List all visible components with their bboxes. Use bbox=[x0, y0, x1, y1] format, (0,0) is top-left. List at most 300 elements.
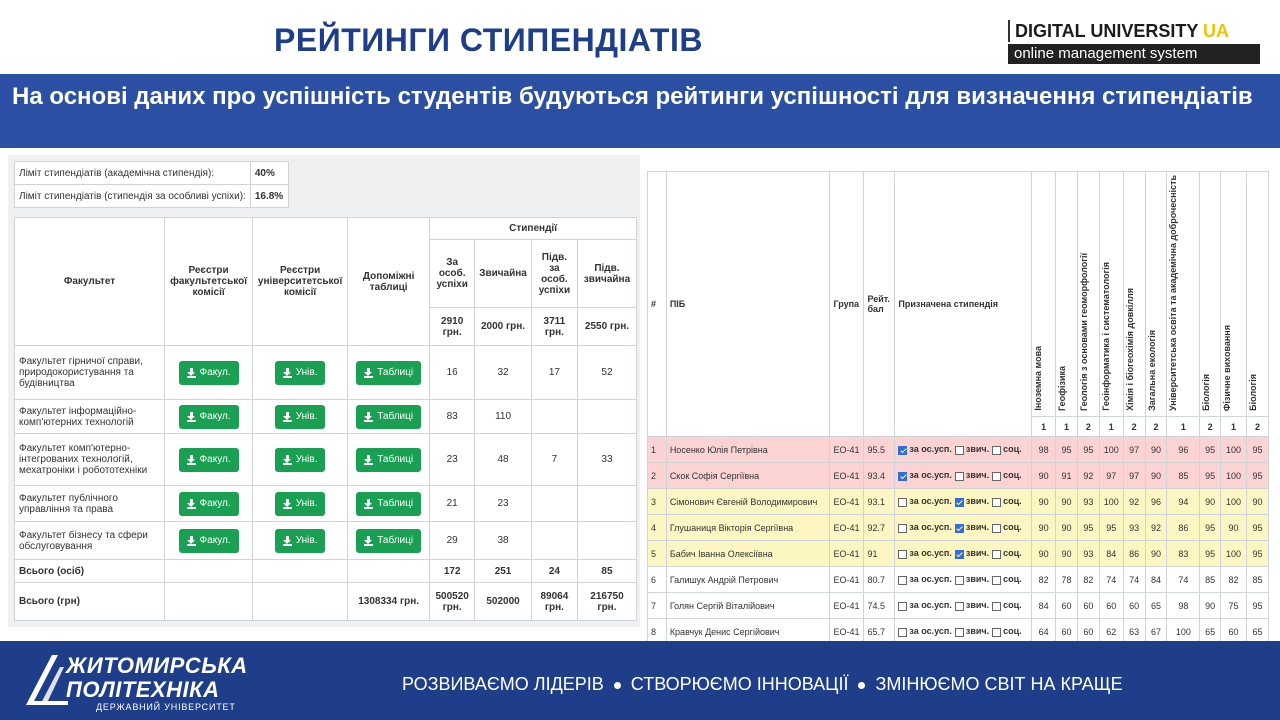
grade-cell: 97 bbox=[1099, 463, 1123, 489]
special-checkbox[interactable] bbox=[898, 576, 907, 585]
regular-checkbox[interactable] bbox=[955, 498, 964, 507]
checkbox-label: за ос.усп. bbox=[909, 496, 952, 507]
checkbox-label: за ос.усп. bbox=[909, 444, 952, 455]
total-label: Всього (осіб) bbox=[15, 560, 165, 583]
grade-cell: 95 bbox=[1200, 515, 1221, 541]
stipend-count-raised-regular: 52 bbox=[577, 346, 636, 400]
col-subject: Фізичне виховання bbox=[1221, 172, 1247, 417]
student-group: ЕО-41 bbox=[830, 567, 864, 593]
grade-cell: 60 bbox=[1056, 593, 1078, 619]
grade-cell: 85 bbox=[1167, 463, 1200, 489]
subtitle-band: На основі даних про успішність студентів будуються рейтинги успішності для визначення стипендіатів bbox=[0, 74, 1280, 148]
button-label: Унів. bbox=[295, 534, 318, 546]
fac-registers-download-button[interactable] bbox=[179, 405, 239, 429]
regular-checkbox[interactable] bbox=[955, 628, 964, 637]
special-checkbox[interactable] bbox=[898, 628, 907, 637]
col-pib: ПІБ bbox=[666, 172, 830, 437]
total-uah-label: Всього (грн) bbox=[15, 583, 165, 621]
download-icon bbox=[187, 536, 196, 546]
col-subject: Іноземна мова bbox=[1032, 172, 1056, 417]
stipend-count-special: 23 bbox=[430, 434, 475, 486]
button-label: Унів. bbox=[295, 453, 318, 465]
grade-cell: 94 bbox=[1167, 489, 1200, 515]
grade-cell: 86 bbox=[1167, 515, 1200, 541]
grade-cell: 100 bbox=[1221, 541, 1247, 567]
total-raised-special: 24 bbox=[531, 560, 577, 583]
grade-cell: 95 bbox=[1246, 541, 1268, 567]
fac-registers-download-button[interactable] bbox=[179, 448, 239, 472]
rating-score: 93.4 bbox=[864, 463, 895, 489]
grade-cell: 63 bbox=[1123, 619, 1145, 645]
checkbox-label: соц. bbox=[1003, 522, 1022, 533]
social-checkbox[interactable] bbox=[992, 628, 1001, 637]
grade-cell: 90 bbox=[1032, 515, 1056, 541]
grade-cell: 84 bbox=[1099, 541, 1123, 567]
amount-special: 2910 грн. bbox=[430, 308, 475, 346]
footer bbox=[0, 641, 1280, 720]
button-label: Факул. bbox=[199, 497, 231, 509]
faculty-row bbox=[15, 522, 637, 560]
stipend-choice bbox=[895, 515, 1032, 541]
rating-num: 4 bbox=[648, 515, 667, 541]
rating-score: 92.7 bbox=[864, 515, 895, 541]
bullet-icon bbox=[858, 682, 865, 689]
student-name: Бабич Іванна Олексіївна bbox=[666, 541, 830, 567]
univ-registers-download-button[interactable] bbox=[275, 405, 326, 429]
student-name: Скок Софія Сергіївна bbox=[666, 463, 830, 489]
grade-cell: 100 bbox=[1221, 463, 1247, 489]
social-checkbox[interactable] bbox=[992, 446, 1001, 455]
grade-cell: 90 bbox=[1032, 463, 1056, 489]
grade-cell: 98 bbox=[1032, 437, 1056, 463]
fac-registers-download-button[interactable] bbox=[179, 492, 239, 516]
limit-row bbox=[15, 185, 289, 208]
download-icon bbox=[364, 368, 373, 378]
checkbox-label: звич. bbox=[965, 548, 990, 559]
stipend-count-raised-special: 17 bbox=[531, 346, 577, 400]
grade-cell: 60 bbox=[1056, 619, 1078, 645]
stipend-count-special: 21 bbox=[430, 486, 475, 522]
grade-cell: 90 bbox=[1056, 489, 1078, 515]
grade-cell: 62 bbox=[1099, 619, 1123, 645]
logo-line-2: ПОЛІТЕХНІКА bbox=[66, 677, 220, 702]
rating-score: 80.7 bbox=[864, 567, 895, 593]
grade-cell: 82 bbox=[1077, 567, 1099, 593]
col-special: За особ. успіхи bbox=[430, 240, 475, 308]
download-icon bbox=[187, 455, 196, 465]
grade-cell: 90 bbox=[1200, 593, 1221, 619]
total-uah-special: 500520 грн. bbox=[430, 583, 475, 621]
stipend-choice bbox=[895, 489, 1032, 515]
grade-cell: 75 bbox=[1221, 593, 1247, 619]
rating-row bbox=[648, 463, 1269, 489]
grade-cell: 93 bbox=[1123, 515, 1145, 541]
stipend-choice bbox=[895, 463, 1032, 489]
special-checkbox[interactable] bbox=[898, 472, 907, 481]
special-checkbox[interactable] bbox=[898, 524, 907, 533]
grade-cell: 97 bbox=[1123, 463, 1145, 489]
grade-cell: 97 bbox=[1123, 437, 1145, 463]
download-icon bbox=[283, 536, 292, 546]
col-subject: Хімія і біогеохімія довкілля bbox=[1123, 172, 1145, 417]
grade-cell: 90 bbox=[1221, 515, 1247, 541]
download-icon bbox=[364, 499, 373, 509]
col-subject: Університетська освіта та академічна доброчесність bbox=[1167, 172, 1200, 417]
grade-cell: 65 bbox=[1246, 619, 1268, 645]
limit-label: Ліміт стипендіатів (стипендія за особливі успіхи): bbox=[15, 185, 251, 208]
col-faculty: Факультет bbox=[15, 218, 165, 346]
col-group: Група bbox=[830, 172, 864, 437]
regular-checkbox[interactable] bbox=[955, 472, 964, 481]
checkbox-label: звич. bbox=[965, 496, 990, 507]
checkbox-label: звич. bbox=[965, 444, 990, 455]
stipend-count-regular: 110 bbox=[475, 400, 532, 434]
download-icon bbox=[187, 412, 196, 422]
download-icon bbox=[283, 499, 292, 509]
checkbox-label: соц. bbox=[1003, 444, 1022, 455]
total-uah-aux: 1308334 грн. bbox=[348, 583, 430, 621]
stipend-count-regular: 48 bbox=[475, 434, 532, 486]
stipend-count-raised-regular bbox=[577, 486, 636, 522]
total-uah-row bbox=[15, 583, 637, 621]
rating-num: 2 bbox=[648, 463, 667, 489]
grade-cell: 83 bbox=[1167, 541, 1200, 567]
download-icon bbox=[283, 368, 292, 378]
stipend-count-special: 16 bbox=[430, 346, 475, 400]
grade-cell: 95 bbox=[1099, 515, 1123, 541]
button-label: Таблиці bbox=[377, 410, 414, 422]
student-name: Голян Сергій Віталійович bbox=[666, 593, 830, 619]
social-checkbox[interactable] bbox=[992, 472, 1001, 481]
student-name: Сімонович Євгеній Володимирович bbox=[666, 489, 830, 515]
button-label: Таблиці bbox=[377, 453, 414, 465]
grade-cell: 60 bbox=[1123, 593, 1145, 619]
download-icon bbox=[283, 412, 292, 422]
download-icon bbox=[364, 536, 373, 546]
checkbox-label: звич. bbox=[965, 470, 990, 481]
subject-credit: 1 bbox=[1167, 417, 1200, 437]
grade-cell: 95 bbox=[1200, 437, 1221, 463]
rating-num: 1 bbox=[648, 437, 667, 463]
button-label: Унів. bbox=[295, 410, 318, 422]
faculty-stipend-panel bbox=[8, 155, 640, 627]
subject-credit: 1 bbox=[1056, 417, 1078, 437]
download-icon bbox=[187, 499, 196, 509]
total-raised-regular: 85 bbox=[577, 560, 636, 583]
student-group: ЕО-41 bbox=[830, 515, 864, 541]
grade-cell: 65 bbox=[1200, 619, 1221, 645]
grade-cell: 93 bbox=[1077, 489, 1099, 515]
col-subject: Геофізика bbox=[1056, 172, 1078, 417]
rating-num: 3 bbox=[648, 489, 667, 515]
special-checkbox[interactable] bbox=[898, 446, 907, 455]
grade-cell: 91 bbox=[1056, 463, 1078, 489]
col-subject: Загальна екологія bbox=[1145, 172, 1167, 417]
rating-row bbox=[648, 489, 1269, 515]
regular-checkbox[interactable] bbox=[955, 576, 964, 585]
faculty-name: Факультет комп'ютерно-інтегрованих технологій, мехатроніки і робототехніки bbox=[15, 434, 165, 486]
subject-credit: 1 bbox=[1099, 417, 1123, 437]
button-label: Таблиці bbox=[377, 534, 414, 546]
amount-raised-special: 3711 грн. bbox=[531, 308, 577, 346]
faculty-row bbox=[15, 346, 637, 400]
total-uah-raised-special: 89064 грн. bbox=[531, 583, 577, 621]
student-group: ЕО-41 bbox=[830, 619, 864, 645]
rating-score: 65.7 bbox=[864, 619, 895, 645]
checkbox-label: звич. bbox=[965, 600, 990, 611]
button-label: Факул. bbox=[199, 366, 231, 378]
grade-cell: 90 bbox=[1032, 541, 1056, 567]
button-label: Факул. bbox=[199, 410, 231, 422]
aux-tables-download-button[interactable] bbox=[356, 361, 421, 385]
faculty-name: Факультет бізнесу та сфери обслуговування bbox=[15, 522, 165, 560]
download-icon bbox=[364, 455, 373, 465]
university-logo-icon bbox=[22, 651, 70, 707]
checkbox-label: за ос.усп. bbox=[909, 626, 952, 637]
grade-cell: 84 bbox=[1145, 567, 1167, 593]
col-raised-special: Підв. за особ. успіхи bbox=[531, 240, 577, 308]
stipend-count-special: 29 bbox=[430, 522, 475, 560]
rating-score: 93.1 bbox=[864, 489, 895, 515]
grade-cell: 60 bbox=[1221, 619, 1247, 645]
limit-value: 16.8% bbox=[250, 185, 288, 208]
limits-table bbox=[14, 161, 289, 208]
grade-cell: 74 bbox=[1099, 567, 1123, 593]
grade-cell: 90 bbox=[1145, 463, 1167, 489]
button-label: Унів. bbox=[295, 497, 318, 509]
total-persons-row bbox=[15, 560, 637, 583]
grade-cell: 100 bbox=[1167, 619, 1200, 645]
grade-cell: 95 bbox=[1077, 437, 1099, 463]
col-stipends: Стипендії bbox=[430, 218, 637, 240]
regular-checkbox[interactable] bbox=[955, 524, 964, 533]
col-subject: Біологія bbox=[1246, 172, 1268, 417]
logo-line-1: ЖИТОМИРСЬКА bbox=[66, 653, 248, 678]
grade-cell: 92 bbox=[1145, 515, 1167, 541]
social-checkbox[interactable] bbox=[992, 576, 1001, 585]
amount-regular: 2000 грн. bbox=[475, 308, 532, 346]
brand-name: DIGITAL UNIVERSITY UA bbox=[1008, 20, 1260, 42]
rating-row bbox=[648, 515, 1269, 541]
col-num: # bbox=[648, 172, 667, 437]
student-group: ЕО-41 bbox=[830, 463, 864, 489]
grade-cell: 95 bbox=[1200, 463, 1221, 489]
grade-cell: 96 bbox=[1145, 489, 1167, 515]
total-special: 172 bbox=[430, 560, 475, 583]
button-label: Унів. bbox=[295, 366, 318, 378]
social-checkbox[interactable] bbox=[992, 602, 1001, 611]
rating-table bbox=[647, 171, 1269, 645]
limit-value: 40% bbox=[250, 162, 288, 185]
univ-registers-download-button[interactable] bbox=[275, 361, 326, 385]
stipend-count-raised-special bbox=[531, 486, 577, 522]
grade-cell: 85 bbox=[1200, 567, 1221, 593]
checkbox-label: соц. bbox=[1003, 574, 1022, 585]
checkbox-label: звич. bbox=[965, 626, 990, 637]
univ-registers-download-button[interactable] bbox=[275, 529, 326, 553]
bullet-icon bbox=[614, 682, 621, 689]
special-checkbox[interactable] bbox=[898, 498, 907, 507]
button-label: Факул. bbox=[199, 453, 231, 465]
grade-cell: 95 bbox=[1077, 515, 1099, 541]
button-label: Факул. bbox=[199, 534, 231, 546]
slogan-3: ЗМІНЮЄМО СВІТ НА КРАЩЕ bbox=[875, 674, 1123, 694]
fac-registers-download-button[interactable] bbox=[179, 361, 239, 385]
rating-row bbox=[648, 593, 1269, 619]
rating-panel bbox=[647, 171, 1269, 637]
stipend-count-regular: 32 bbox=[475, 346, 532, 400]
grade-cell: 95 bbox=[1246, 463, 1268, 489]
univ-registers-download-button[interactable] bbox=[275, 448, 326, 472]
col-subject: Геоінформатика і систематологія bbox=[1099, 172, 1123, 417]
rating-num: 6 bbox=[648, 567, 667, 593]
student-group: ЕО-41 bbox=[830, 593, 864, 619]
rating-num: 7 bbox=[648, 593, 667, 619]
aux-tables-download-button[interactable] bbox=[356, 492, 421, 516]
col-score: Рейт. бал bbox=[864, 172, 895, 437]
social-checkbox[interactable] bbox=[992, 550, 1001, 559]
grade-cell: 95 bbox=[1246, 437, 1268, 463]
univ-registers-download-button[interactable] bbox=[275, 492, 326, 516]
checkbox-label: соц. bbox=[1003, 626, 1022, 637]
grade-cell: 98 bbox=[1167, 593, 1200, 619]
stipend-count-special: 83 bbox=[430, 400, 475, 434]
stipend-choice bbox=[895, 541, 1032, 567]
checkbox-label: за ос.усп. bbox=[909, 522, 952, 533]
faculty-table bbox=[14, 217, 637, 621]
faculty-name: Факультет гірничої справи, природокористування та будівництва bbox=[15, 346, 165, 400]
special-checkbox[interactable] bbox=[898, 602, 907, 611]
checkbox-label: звич. bbox=[965, 574, 990, 585]
grade-cell: 96 bbox=[1167, 437, 1200, 463]
grade-cell: 95 bbox=[1246, 515, 1268, 541]
grade-cell: 100 bbox=[1221, 489, 1247, 515]
faculty-name: Факультет інформаційно-комп'ютерних технологій bbox=[15, 400, 165, 434]
stipend-count-raised-special bbox=[531, 400, 577, 434]
col-raised-regular: Підв. звичайна bbox=[577, 240, 636, 308]
stipend-count-regular: 23 bbox=[475, 486, 532, 522]
stipend-choice bbox=[895, 437, 1032, 463]
subject-credit: 1 bbox=[1032, 417, 1056, 437]
student-name: Глушаниця Вікторія Сергіївна bbox=[666, 515, 830, 541]
slogan-1: РОЗВИВАЄМО ЛІДЕРІВ bbox=[402, 674, 604, 694]
student-name: Галишук Андрій Петрович bbox=[666, 567, 830, 593]
grade-cell: 60 bbox=[1077, 593, 1099, 619]
download-icon bbox=[283, 455, 292, 465]
col-stipend: Призначена стипендія bbox=[895, 172, 1032, 437]
grade-cell: 95 bbox=[1200, 541, 1221, 567]
fac-registers-download-button[interactable] bbox=[179, 529, 239, 553]
grade-cell: 90 bbox=[1056, 515, 1078, 541]
grade-cell: 86 bbox=[1123, 541, 1145, 567]
regular-checkbox[interactable] bbox=[955, 446, 964, 455]
subject-credit: 2 bbox=[1145, 417, 1167, 437]
total-uah-raised-regular: 216750 грн. bbox=[577, 583, 636, 621]
checkbox-label: за ос.усп. bbox=[909, 574, 952, 585]
grade-cell: 93 bbox=[1077, 541, 1099, 567]
aux-tables-download-button[interactable] bbox=[356, 529, 421, 553]
rating-num: 8 bbox=[648, 619, 667, 645]
subject-credit: 2 bbox=[1200, 417, 1221, 437]
limit-row bbox=[15, 162, 289, 185]
rating-row bbox=[648, 437, 1269, 463]
stipend-count-regular: 38 bbox=[475, 522, 532, 560]
social-checkbox[interactable] bbox=[992, 524, 1001, 533]
grade-cell: 60 bbox=[1099, 593, 1123, 619]
button-label: Таблиці bbox=[377, 366, 414, 378]
subject-credit: 2 bbox=[1246, 417, 1268, 437]
aux-tables-download-button[interactable] bbox=[356, 405, 421, 429]
stipend-choice bbox=[895, 593, 1032, 619]
social-checkbox[interactable] bbox=[992, 498, 1001, 507]
slogan bbox=[402, 674, 1123, 695]
slogan-2: СТВОРЮЄМО ІННОВАЦІЇ bbox=[630, 674, 849, 694]
col-fac-registers: Реєстри факультетської комісії bbox=[165, 218, 253, 346]
grade-cell: 92 bbox=[1077, 463, 1099, 489]
grade-cell: 84 bbox=[1032, 593, 1056, 619]
regular-checkbox[interactable] bbox=[955, 602, 964, 611]
grade-cell: 100 bbox=[1221, 437, 1247, 463]
regular-checkbox[interactable] bbox=[955, 550, 964, 559]
amount-raised-regular: 2550 грн. bbox=[577, 308, 636, 346]
grade-cell: 85 bbox=[1246, 567, 1268, 593]
grade-cell: 82 bbox=[1032, 567, 1056, 593]
faculty-row bbox=[15, 434, 637, 486]
grade-cell: 60 bbox=[1077, 619, 1099, 645]
student-name: Кравчук Денис Сергійович bbox=[666, 619, 830, 645]
checkbox-label: соц. bbox=[1003, 470, 1022, 481]
col-aux-tables: Допоміжні таблиці bbox=[348, 218, 430, 346]
col-subject: Біологія bbox=[1200, 172, 1221, 417]
grade-cell: 100 bbox=[1099, 437, 1123, 463]
limit-label: Ліміт стипендіатів (академічна стипендія): bbox=[15, 162, 251, 185]
grade-cell: 90 bbox=[1246, 489, 1268, 515]
brand-logo bbox=[1008, 20, 1260, 64]
subject-credit: 1 bbox=[1221, 417, 1247, 437]
student-group: ЕО-41 bbox=[830, 541, 864, 567]
logo-line-3: ДЕРЖАВНИЙ УНІВЕРСИТЕТ bbox=[96, 702, 236, 712]
col-subject: Геологія з основами геоморфології bbox=[1077, 172, 1099, 417]
aux-tables-download-button[interactable] bbox=[356, 448, 421, 472]
student-group: ЕО-41 bbox=[830, 437, 864, 463]
rating-row bbox=[648, 541, 1269, 567]
faculty-name: Факультет публічного управління та права bbox=[15, 486, 165, 522]
grade-cell: 90 bbox=[1032, 489, 1056, 515]
button-label: Таблиці bbox=[377, 497, 414, 509]
rating-score: 74.5 bbox=[864, 593, 895, 619]
rating-score: 95.5 bbox=[864, 437, 895, 463]
checkbox-label: за ос.усп. bbox=[909, 470, 952, 481]
faculty-row bbox=[15, 486, 637, 522]
grade-cell: 78 bbox=[1056, 567, 1078, 593]
grade-cell: 90 bbox=[1145, 541, 1167, 567]
special-checkbox[interactable] bbox=[898, 550, 907, 559]
grade-cell: 74 bbox=[1167, 567, 1200, 593]
grade-cell: 92 bbox=[1123, 489, 1145, 515]
grade-cell: 100 bbox=[1099, 489, 1123, 515]
stipend-count-raised-regular bbox=[577, 522, 636, 560]
total-regular: 251 bbox=[475, 560, 532, 583]
checkbox-label: соц. bbox=[1003, 600, 1022, 611]
download-icon bbox=[187, 368, 196, 378]
grade-cell: 90 bbox=[1200, 489, 1221, 515]
checkbox-label: соц. bbox=[1003, 548, 1022, 559]
checkbox-label: за ос.усп. bbox=[909, 600, 952, 611]
grade-cell: 65 bbox=[1145, 593, 1167, 619]
student-name: Носенко Юлія Петрівна bbox=[666, 437, 830, 463]
faculty-row bbox=[15, 400, 637, 434]
grade-cell: 74 bbox=[1123, 567, 1145, 593]
